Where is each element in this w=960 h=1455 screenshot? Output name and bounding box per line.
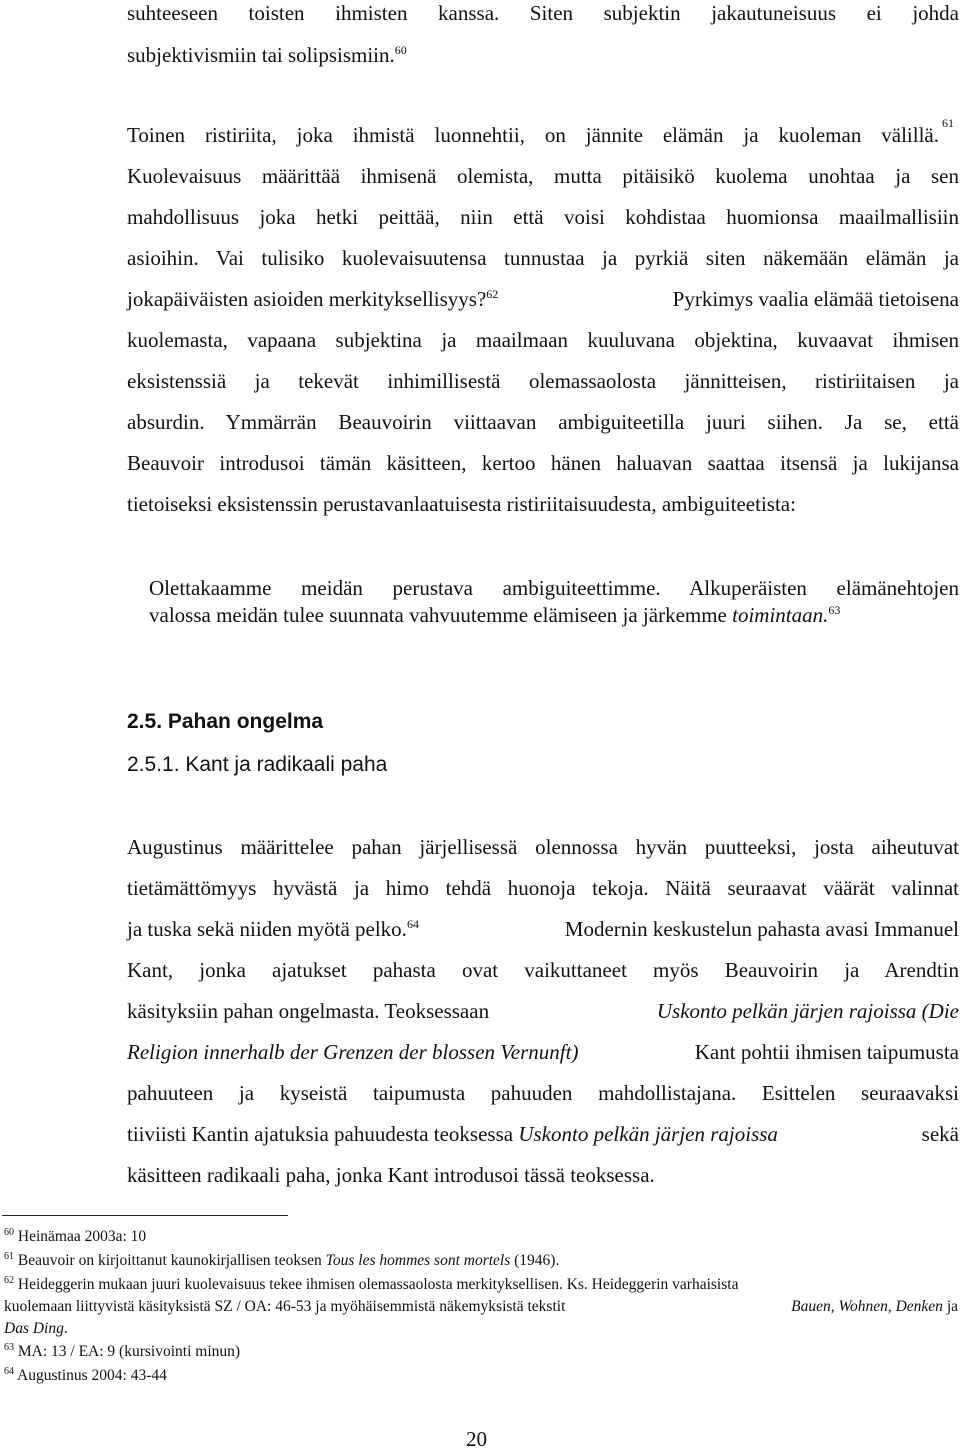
body-line: mahdollisuus joka hetki peittää, niin että voisi kohdistaa huomionsa maailmallisiin [127, 205, 959, 229]
footnote-line: kuolemaan liittyvistä käsityksistä SZ / OA: 46-53 ja myöhäisemmistä näkemyksistä tekstit Bauen, Wohnen, Denken ja [4, 1298, 958, 1315]
section-heading: 2.5. Pahan ongelma [127, 710, 324, 733]
footnote-ref[interactable]: 62 [486, 287, 499, 301]
footnote-ref[interactable]: 63 [828, 603, 841, 617]
body-line: Beauvoir introdusoi tämän käsitteen, kertoo hänen haluavan saattaa itsensä ja lukijansa [127, 451, 959, 475]
footnote-ref[interactable]: 60 [394, 43, 407, 57]
body-line: Kuolevaisuus määrittää ihmisenä olemista, mutta pitäisikö kuolema unohtaa ja sen [127, 164, 959, 188]
page-number: 20 [466, 1427, 487, 1451]
body-line: Augustinus määrittelee pahan järjellisessä olennossa hyvän puutteeksi, josta aiheutuvat [127, 835, 959, 859]
body-line: asioihin. Vai tulisiko kuolevaisuutensa tunnustaa ja pyrkiä siten näkemään elämän ja [127, 246, 959, 270]
footnote: $^{64}$ Augustinus 2004: 43-44 [4, 1366, 167, 1384]
body-line: jokapäiväisten asioiden merkityksellisyys?$^{62}$ Pyrkimys vaalia elämää tietoisena [127, 287, 959, 311]
footnote-ref[interactable]: 64 [406, 917, 419, 931]
body-line: Toinen ristiriita, joka ihmistä luonnehtii, on jännite elämän ja kuoleman välillä. [127, 123, 939, 147]
body-line: käsityksiin pahan ongelmasta. Teoksessaan Uskonto pelkän järjen rajoissa (Die [127, 999, 959, 1023]
block-quote-line: valossa meidän tulee suunnata vahvuutemme elämiseen ja järkemme toimintaan.$^{63}$ [149, 603, 841, 627]
body-line: absurdin. Ymmärrän Beauvoirin viittaavan ambiguiteetilla juuri siihen. Ja se, että [127, 410, 959, 434]
body-line: suhteeseen toisten ihmisten kanssa. Siten subjektin jakautuneisuus ei johda [127, 1, 959, 25]
footnote: $^{61}$ Beauvoir on kirjoittanut kaunokirjallisen teoksen Tous les hommes sont mortels (1946). [4, 1251, 560, 1269]
body-line: Kant, jonka ajatukset pahasta ovat vaikuttaneet myös Beauvoirin ja Arendtin [127, 958, 959, 982]
footnote-separator [2, 1215, 288, 1216]
subsection-heading: 2.5.1. Kant ja radikaali paha [127, 753, 388, 776]
footnote-ref[interactable]: 61 [942, 116, 954, 130]
body-line: ja tuska sekä niiden myötä pelko.$^{64}$ Modernin keskustelun pahasta avasi Immanuel [127, 917, 959, 941]
footnote: $^{60}$ Heinämaa 2003a: 10 [4, 1227, 147, 1245]
footnote: $^{63}$ MA: 13 / EA: 9 (kursivointi minun) [4, 1342, 241, 1360]
block-quote-line: Olettakaamme meidän perustava ambiguiteettimme. Alkuperäisten elämänehtojen [149, 576, 959, 600]
body-line: tietoiseksi eksistenssin perustavanlaatuisesta ristiriitaisuudesta, ambiguiteetista: [127, 492, 796, 516]
body-line: tiiviisti Kantin ajatuksia pahuudesta teoksessa Uskonto pelkän järjen rajoissa sekä [127, 1122, 959, 1146]
body-line: eksistenssiä ja tekevät inhimillisestä olemassaolosta jännitteisen, ristiriitaisen ja [127, 369, 959, 393]
footnote-line: Das Ding. [4, 1320, 68, 1337]
body-line: tietämättömyys hyvästä ja himo tehdä huonoja tekoja. Näitä seuraavat väärät valinnat [127, 876, 959, 900]
body-line: subjektivismiin tai solipsismiin.$^{60}$ [127, 43, 407, 67]
footnote: $^{62}$ Heideggerin mukaan juuri kuolevaisuus tekee ihmisen olemassaolosta merkityksellisen. Ks. Heideggerin varhaisista [4, 1275, 739, 1293]
body-line: käsitteen radikaali paha, jonka Kant introdusoi tässä teoksessa. [127, 1163, 655, 1187]
body-line: Religion innerhalb der Grenzen der blossen Vernunft) Kant pohtii ihmisen taipumusta [127, 1040, 959, 1064]
body-line: pahuuteen ja kyseistä taipumusta pahuuden mahdollistajana. Esittelen seuraavaksi [127, 1081, 959, 1105]
body-line: kuolemasta, vapaana subjektina ja maailmaan kuuluvana objektina, kuvaavat ihmisen [127, 328, 959, 352]
